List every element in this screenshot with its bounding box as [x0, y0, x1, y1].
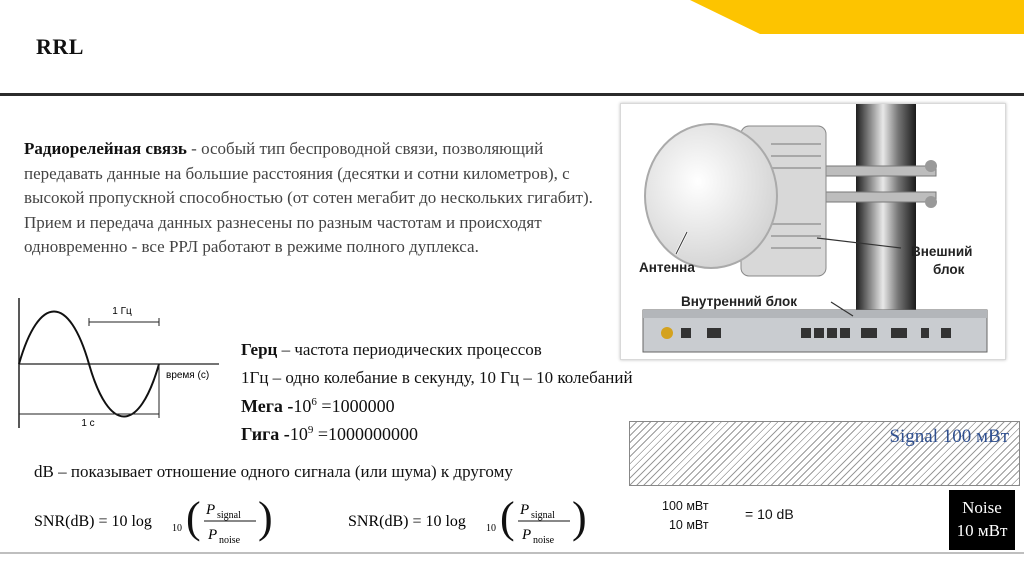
mega-term: Мега -	[241, 396, 294, 416]
formula-log-base: 10	[172, 523, 182, 534]
footer-divider	[0, 552, 1024, 554]
hertz-text: – частота периодических процессов	[277, 340, 542, 359]
formula-denominator: P	[208, 527, 218, 543]
time-axis-label: время (с)	[166, 370, 210, 381]
header-accent-band	[0, 0, 1024, 40]
formula-numerator: P	[206, 502, 216, 518]
ratio-numerator: 100 мВт	[662, 499, 709, 513]
ratio-denominator: 10 мВт	[668, 518, 709, 532]
noise-label: Noise	[962, 498, 1002, 517]
hertz-definition	[241, 340, 542, 360]
formula2-denominator-sub: noise	[533, 535, 555, 546]
rrl-equipment-photo	[620, 103, 1006, 360]
intro-term: Радиорелейная связь	[24, 139, 187, 158]
giga-term: Гига -	[241, 424, 290, 444]
mega-definition	[241, 396, 395, 417]
sine-wave-diagram	[14, 296, 229, 436]
formula2-log-base: 10	[486, 523, 496, 534]
equipment-illustration	[621, 104, 1005, 359]
antenna-label: Антенна	[639, 260, 695, 275]
dish-antenna	[645, 124, 777, 268]
db-term: dB	[34, 462, 54, 481]
formula-denominator-sub: noise	[219, 535, 241, 546]
hertz-example: 1Гц – одно колебание в секунду, 10 Гц – 10 колебаний	[241, 368, 633, 387]
formula-numerator-sub: signal	[217, 510, 241, 521]
svg-text:(: (	[186, 494, 201, 542]
svg-text:(: (	[500, 494, 515, 542]
intro-text: - особый тип беспроводной связи, позволяющий передавать данные на большие расстояния (десятки и сотни километров), с высокой пропускной способностью (от сотен мегабит до нескольких гигабит). Прием и передача данных разнесены по разным частотам и происходят одновременно - все РРЛ работают в режиме полного дуплекса.	[24, 139, 593, 256]
indoor-unit-label: Внутренний блок	[681, 294, 798, 309]
db-definition	[34, 462, 513, 482]
formula-lhs: SNR(dB) = 10 log	[34, 513, 152, 530]
mega-exponent: 6	[311, 396, 317, 408]
db-text: – показывает отношение одного сигнала (или шума) к другому	[53, 462, 513, 481]
snr-formula	[34, 494, 284, 550]
period-label: 1 Гц	[112, 306, 132, 317]
slide-title: RRL	[36, 34, 84, 59]
noise-value: 10 мВт	[956, 521, 1008, 540]
mega-base: 10	[293, 396, 312, 416]
giga-definition	[241, 424, 418, 445]
signal-box	[629, 421, 1020, 486]
power-ratio	[662, 497, 709, 535]
svg-text:): )	[572, 494, 587, 542]
title-divider	[0, 93, 1024, 96]
outdoor-unit-label-2: блок	[933, 262, 965, 277]
intro-paragraph	[24, 137, 624, 260]
giga-exponent: 9	[307, 424, 314, 436]
signal-label: Signal 100 мВт	[889, 426, 1009, 447]
snr-formula-repeat	[348, 494, 598, 550]
noise-box	[949, 490, 1015, 550]
outdoor-unit-label-1: Внешний	[911, 244, 973, 259]
formula2-numerator: P	[520, 502, 530, 518]
svg-text:): )	[258, 494, 273, 542]
giga-value: =1000000000	[313, 424, 418, 444]
ratio-result: = 10 dB	[745, 506, 794, 522]
mast-pole	[856, 104, 916, 314]
hertz-term: Герц	[241, 340, 278, 359]
duration-label: 1 с	[81, 418, 95, 429]
formula2-denominator: P	[522, 527, 532, 543]
formula2-lhs: SNR(dB) = 10 log	[348, 513, 466, 530]
mega-value: =1000000	[316, 396, 395, 416]
formula2-numerator-sub: signal	[531, 510, 555, 521]
giga-base: 10	[289, 424, 308, 444]
